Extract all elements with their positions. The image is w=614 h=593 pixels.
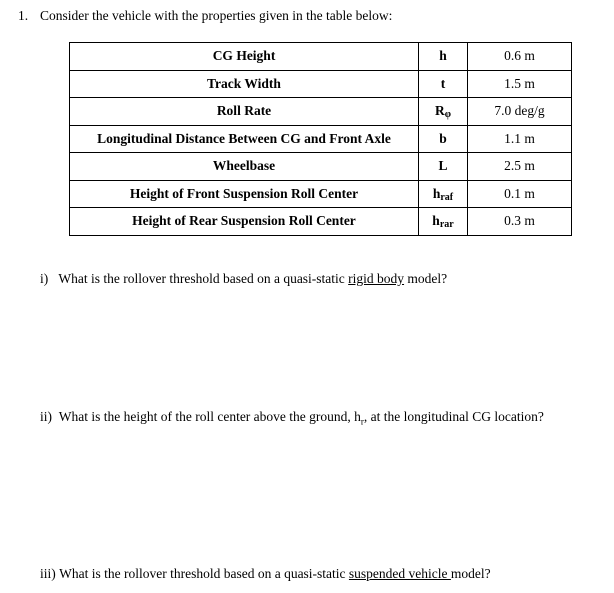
properties-table (69, 42, 572, 236)
subquestion-text: What is the height of the roll center above the ground, h (58, 409, 361, 424)
table-row (70, 208, 572, 236)
subquestion-text-end: model? (404, 271, 448, 286)
symbol-cell (419, 43, 468, 71)
symbol-main: L (438, 158, 448, 174)
symbol-main: R (435, 103, 445, 119)
property-cell: CG Height (70, 43, 419, 71)
property-cell: Wheelbase (70, 153, 419, 181)
question-text: Consider the vehicle with the properties given in the table below: (40, 8, 393, 23)
symbol-cell (419, 180, 468, 208)
table-row (70, 125, 572, 153)
subquestion-label: i) (40, 271, 49, 286)
table-row (70, 70, 572, 98)
property-cell: Roll Rate (70, 98, 419, 126)
value-cell: 7.0 deg/g (468, 98, 572, 126)
symbol-main: h (439, 48, 447, 64)
table-row (70, 153, 572, 181)
property-cell: Track Width (70, 70, 419, 98)
symbol-subscript: φ (444, 109, 451, 121)
subquestion-ii (40, 409, 544, 427)
symbol-main: h (432, 213, 440, 229)
underlined-term: rigid body (348, 271, 405, 286)
value-cell: 0.6 m (468, 43, 572, 71)
value-cell: 0.3 m (468, 208, 572, 236)
question-number: 1. (18, 8, 29, 23)
property-cell: Height of Front Suspension Roll Center (70, 180, 419, 208)
symbol-cell (419, 208, 468, 236)
value-cell: 1.5 m (468, 70, 572, 98)
table-row (70, 98, 572, 126)
underlined-term: suspended vehicle (348, 566, 451, 581)
property-cell: Longitudinal Distance Between CG and Front Axle (70, 125, 419, 153)
symbol-cell (419, 70, 468, 98)
subquestion-text-end: model? (450, 566, 491, 581)
subquestion-text-end: , at the longitudinal CG location? (363, 409, 544, 424)
subquestion-i (40, 271, 447, 287)
symbol-main: t (440, 75, 446, 91)
subquestion-text: What is the rollover threshold based on a quasi-static (58, 271, 349, 286)
symbol-subscript: raf (440, 191, 454, 203)
value-cell: 0.1 m (468, 180, 572, 208)
subquestion-iii (40, 566, 491, 582)
value-cell: 2.5 m (468, 153, 572, 181)
property-cell: Height of Rear Suspension Roll Center (70, 208, 419, 236)
subquestion-label: ii) (40, 409, 52, 424)
symbol-subscript: rar (439, 219, 454, 231)
symbol-cell (419, 153, 468, 181)
table-row (70, 180, 572, 208)
subquestion-text: What is the rollover threshold based on a quasi-static (59, 566, 349, 581)
symbol-cell (419, 98, 468, 126)
subscript: r (360, 416, 364, 427)
value-cell: 1.1 m (468, 125, 572, 153)
symbol-main: h (432, 185, 441, 201)
symbol-main: b (439, 130, 447, 146)
subquestion-label: iii) (40, 566, 56, 581)
symbol-cell (419, 125, 468, 153)
table-row (70, 43, 572, 71)
